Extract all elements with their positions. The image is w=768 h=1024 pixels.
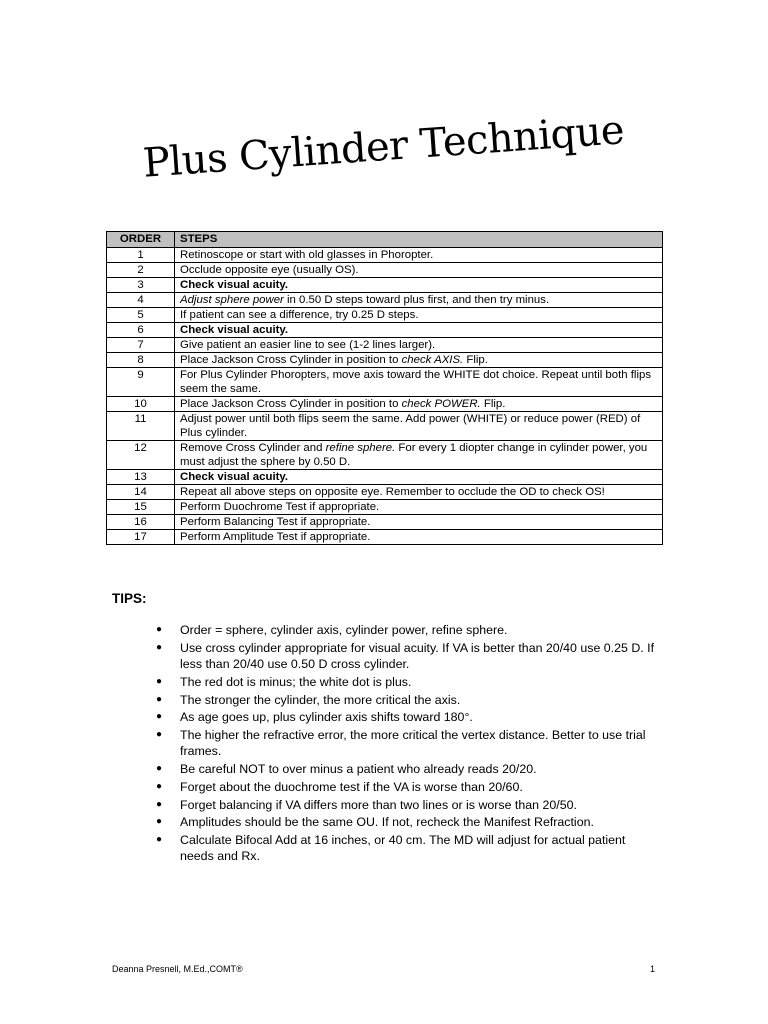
step-text-part: check POWER. xyxy=(401,398,481,410)
step-description xyxy=(175,397,663,412)
tip-text: Use cross cylinder appropriate for visual acuity. If VA is better than 20/40 use 0.25 D. If less than 20/40 use 0.50 D cross cylinder. xyxy=(180,640,655,672)
tip-text: Be careful NOT to over minus a patient who already reads 20/20. xyxy=(180,762,537,777)
tips-list xyxy=(148,622,658,866)
step-description xyxy=(175,263,663,278)
step-description xyxy=(175,293,663,308)
table-row xyxy=(107,248,663,263)
step-number: 13 xyxy=(107,470,175,485)
table-row xyxy=(107,397,663,412)
step-text-part: Perform Duochrome Test if appropriate. xyxy=(180,501,380,513)
list-item xyxy=(148,709,658,726)
table-header-row xyxy=(107,232,663,248)
list-item xyxy=(148,761,658,778)
list-item xyxy=(148,674,658,691)
list-item xyxy=(148,640,658,673)
bullet-icon: ● xyxy=(156,728,163,740)
bullet-icon: ● xyxy=(156,798,163,810)
tip-text: As age goes up, plus cylinder axis shifts toward 180°. xyxy=(180,710,473,725)
step-number: 12 xyxy=(107,441,175,470)
steps-column-header: STEPS xyxy=(175,232,663,248)
step-text-part: refine sphere. xyxy=(325,442,396,454)
tip-text: Amplitudes should be the same OU. If not, recheck the Manifest Refraction. xyxy=(180,815,594,830)
bullet-icon: ● xyxy=(156,711,163,723)
step-text-part: If patient can see a difference, try 0.25 D steps. xyxy=(180,309,419,321)
bullet-icon: ● xyxy=(156,763,163,775)
step-description xyxy=(175,485,663,500)
list-item xyxy=(148,797,658,814)
bullet-icon: ● xyxy=(156,675,163,687)
bullet-icon: ● xyxy=(156,780,163,792)
list-item xyxy=(148,727,658,760)
step-text-part: Check visual acuity. xyxy=(180,324,289,336)
table-row xyxy=(107,263,663,278)
tip-text: The higher the refractive error, the more critical the vertex distance. Better to use trial frames. xyxy=(180,727,646,759)
step-number: 15 xyxy=(107,500,175,515)
table-row xyxy=(107,412,663,441)
table-row xyxy=(107,308,663,323)
step-number: 4 xyxy=(107,293,175,308)
step-description xyxy=(175,500,663,515)
step-description xyxy=(175,412,663,441)
bullet-icon: ● xyxy=(156,624,163,635)
page-title: Plus Cylinder Technique xyxy=(141,107,626,187)
step-text-part: check AXIS. xyxy=(401,354,464,366)
steps-table-body xyxy=(107,248,663,545)
step-text-part: Place Jackson Cross Cylinder in position to xyxy=(180,354,402,366)
step-description xyxy=(175,278,663,293)
table-row xyxy=(107,515,663,530)
step-description xyxy=(175,441,663,470)
list-item xyxy=(148,622,658,639)
step-number: 6 xyxy=(107,323,175,338)
step-text-part: Remove Cross Cylinder and xyxy=(180,442,326,454)
step-text-part: in 0.50 D steps toward plus first, and then try minus. xyxy=(283,294,550,306)
step-number: 10 xyxy=(107,397,175,412)
tip-text: Forget about the duochrome test if the VA is worse than 20/60. xyxy=(180,779,523,794)
step-text-part: For Plus Cylinder Phoropters, move axis toward the WHITE dot choice. Repeat until both flips seem the same. xyxy=(180,369,652,395)
step-description xyxy=(175,515,663,530)
footer-page-number: 1 xyxy=(650,964,656,974)
table-row xyxy=(107,441,663,470)
step-text-part: Repeat all above steps on opposite eye. Remember to occlude the OD to check OS! xyxy=(180,486,605,498)
steps-table xyxy=(106,231,663,545)
bullet-icon: ● xyxy=(156,833,163,845)
tips-heading: TIPS: xyxy=(112,591,147,606)
step-text-part: Place Jackson Cross Cylinder in position to xyxy=(180,398,402,410)
step-number: 3 xyxy=(107,278,175,293)
step-description xyxy=(175,308,663,323)
step-text-part: Flip. xyxy=(463,354,488,366)
bullet-icon: ● xyxy=(156,641,163,653)
list-item xyxy=(148,692,658,709)
table-row xyxy=(107,278,663,293)
step-number: 11 xyxy=(107,412,175,441)
step-number: 17 xyxy=(107,530,175,545)
step-text-part: Adjust power until both flips seem the same. Add power (WHITE) or reduce power (RED) of Plus cylinder. xyxy=(180,413,641,439)
step-description xyxy=(175,470,663,485)
table-row xyxy=(107,485,663,500)
table-row xyxy=(107,500,663,515)
step-text-part: Occlude opposite eye (usually OS). xyxy=(180,264,359,276)
tip-text: The stronger the cylinder, the more critical the axis. xyxy=(180,692,461,707)
table-row xyxy=(107,353,663,368)
footer-author: Deanna Presnell, M.Ed.,COMT® xyxy=(112,964,243,974)
table-row xyxy=(107,530,663,545)
tip-text: Order = sphere, cylinder axis, cylinder power, refine sphere. xyxy=(180,623,508,637)
table-row xyxy=(107,293,663,308)
step-description xyxy=(175,323,663,338)
step-number: 16 xyxy=(107,515,175,530)
tip-text: The red dot is minus; the white dot is plus. xyxy=(180,674,412,689)
step-number: 1 xyxy=(107,248,175,263)
step-description xyxy=(175,530,663,545)
step-number: 2 xyxy=(107,263,175,278)
step-description xyxy=(175,368,663,397)
tip-text: Forget balancing if VA differs more than two lines or is worse than 20/50. xyxy=(180,797,577,812)
step-number: 5 xyxy=(107,308,175,323)
list-item xyxy=(148,779,658,796)
step-number: 9 xyxy=(107,368,175,397)
bullet-icon: ● xyxy=(156,816,163,828)
bullet-icon: ● xyxy=(156,693,163,705)
table-row xyxy=(107,323,663,338)
list-item xyxy=(148,832,658,865)
step-text-part: Perform Amplitude Test if appropriate. xyxy=(180,531,371,543)
step-number: 8 xyxy=(107,353,175,368)
step-text-part: For every 1 diopter change in cylinder power, you must adjust the sphere by 0.50 D. xyxy=(180,442,648,468)
table-row xyxy=(107,368,663,397)
order-column-header: ORDER xyxy=(107,232,175,248)
step-text-part: Adjust sphere power xyxy=(180,294,284,306)
step-text-part: Check visual acuity. xyxy=(180,471,289,483)
step-number: 7 xyxy=(107,338,175,353)
step-text-part: Flip. xyxy=(480,398,506,410)
step-text-part: Retinoscope or start with old glasses in Phoropter. xyxy=(180,249,434,261)
step-text-part: Perform Balancing Test if appropriate. xyxy=(180,516,371,528)
step-description xyxy=(175,248,663,263)
tip-text: Calculate Bifocal Add at 16 inches, or 40 cm. The MD will adjust for actual patient needs and Rx. xyxy=(180,832,626,864)
table-row xyxy=(107,338,663,353)
list-item xyxy=(148,814,658,831)
table-row xyxy=(107,470,663,485)
step-number: 14 xyxy=(107,485,175,500)
step-text-part: Give patient an easier line to see (1-2 lines larger). xyxy=(180,339,436,351)
step-description xyxy=(175,338,663,353)
step-text-part: Check visual acuity. xyxy=(180,279,289,291)
step-description xyxy=(175,353,663,368)
